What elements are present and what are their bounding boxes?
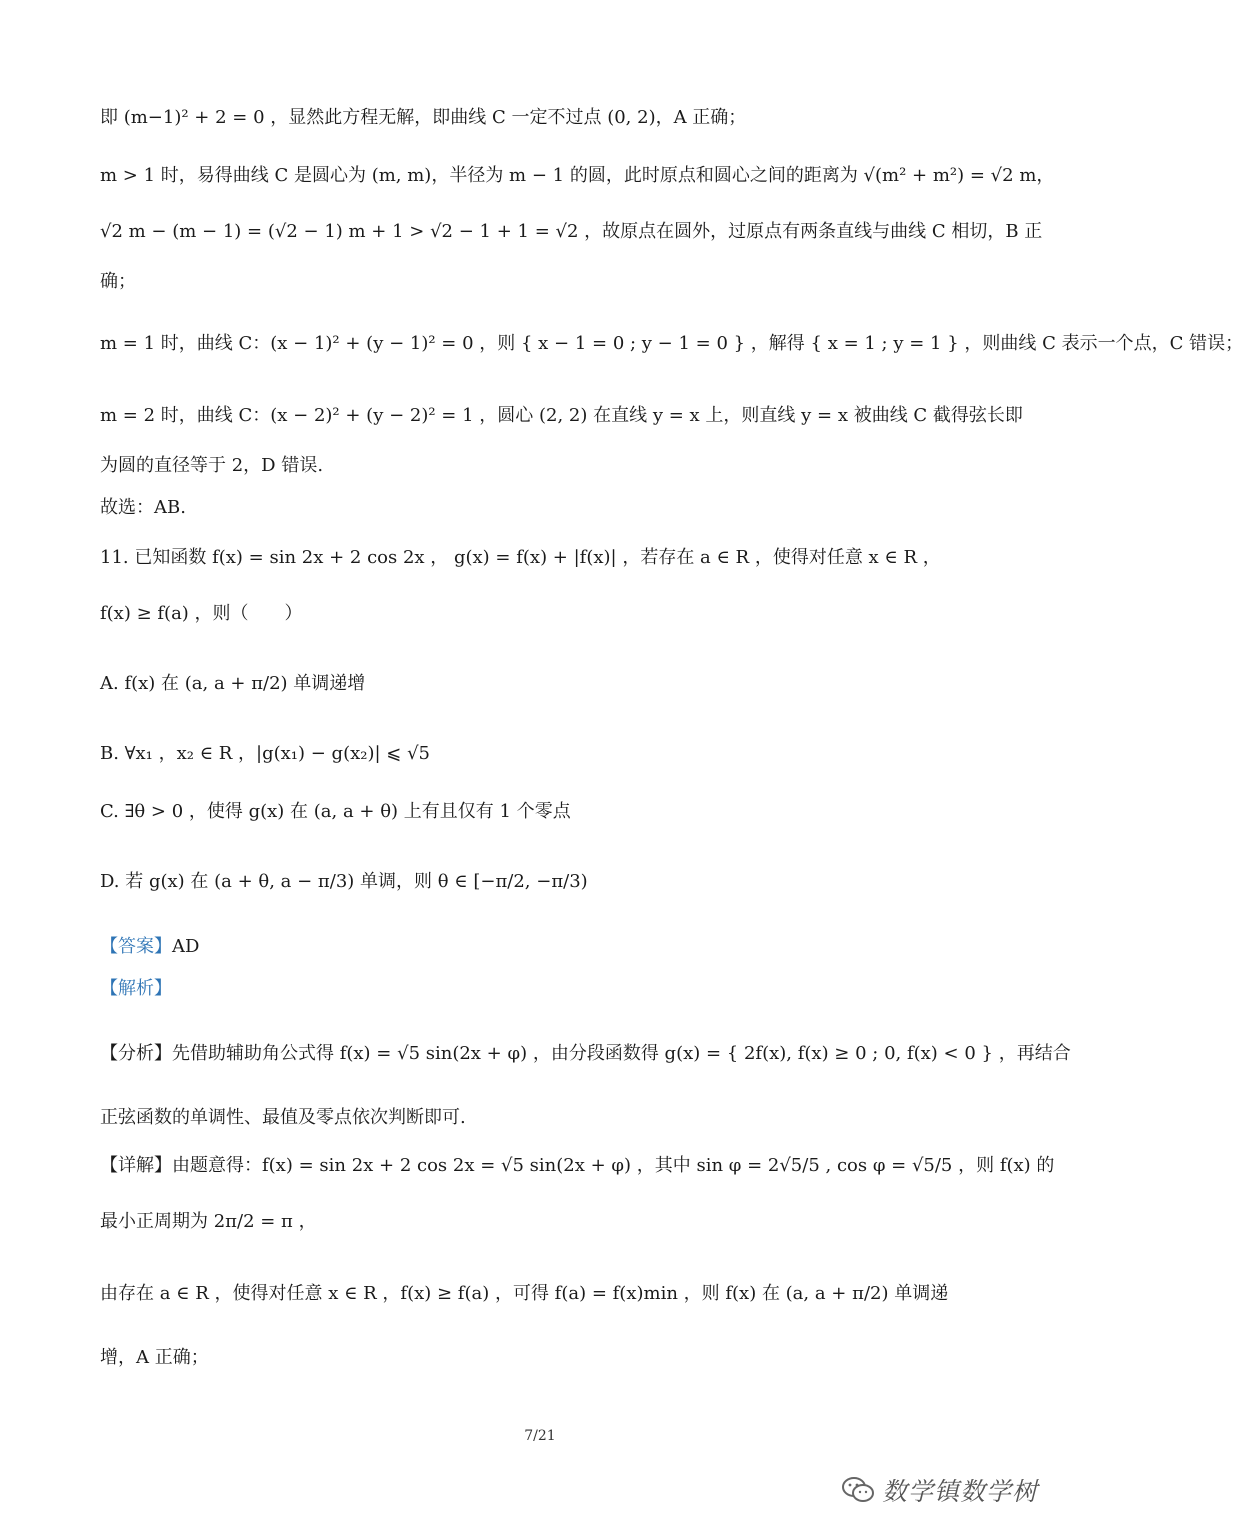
option-d: D. 若 g(x) 在 (a + θ, a − π/3) 单调，则 θ ∈ [−π/2, −π/3) [100,871,588,892]
xiangjie-line-2: 最小正周期为 2π/2 = π ， [100,1211,317,1232]
watermark [840,1470,1038,1510]
fenxi-line-1 [100,1040,1071,1068]
answer-tag: 【答案】 [100,936,172,957]
fenxi-text-1: 先借助辅助角公式得 f(x) = √5 sin(2x + φ) ，由分段函数得 g(x) = { 2f(x), f(x) ≥ 0 ; 0, f(x) < 0 } ，再结合 [172,1043,1071,1064]
answer-line [100,933,199,961]
watermark-text: 数学镇数学树 [882,1477,1039,1506]
xiangjie-line-3: 由存在 a ∈ R ，使得对任意 x ∈ R ，f(x) ≥ f(a) ，可得 f(a) = f(x)min ，则 f(x) 在 (a, a + π/2) 单调递 [100,1283,949,1304]
xiangjie-text-1: 由题意得：f(x) = sin 2x + 2 cos 2x = √5 sin(2x + φ) ，其中 sin φ = 2√5/5 , cos φ = √5/5 ，则 f(x) 的 [172,1155,1055,1176]
option-b: B. ∀x₁ ，x₂ ∈ R ，|g(x₁) − g(x₂)| ⩽ √5 [100,743,431,764]
text-line-4: 确； [100,271,136,292]
question-11-stem: 11. 已知函数 f(x) = sin 2x + 2 cos 2x ， g(x) = f(x) + |f(x)| ，若存在 a ∈ R ，使得对任意 x ∈ R ， [100,547,941,568]
wechat-icon [840,1475,876,1505]
fenxi-line-2: 正弦函数的单调性、最值及零点依次判断即可. [100,1107,466,1128]
text-line-7: 为圆的直径等于 2，D 错误. [100,455,324,476]
text-line-5: m = 1 时，曲线 C：(x − 1)² + (y − 1)² = 0 ，则 { x − 1 = 0 ; y − 1 = 0 } ，解得 { x = 1 ; y = 1 } ，则曲线 C 表示一个点，C 错误； [100,333,1243,354]
answer-text: AD [172,936,200,957]
question-11-stem-cont: f(x) ≥ f(a) ，则（ ） [100,603,303,624]
xiangjie-line-1 [100,1152,1054,1180]
xiangjie-line-4: 增，A 正确； [100,1347,209,1368]
option-c: C. ∃θ > 0 ，使得 g(x) 在 (a, a + θ) 上有且仅有 1 个零点 [100,801,571,822]
xiangjie-tag: 【详解】 [100,1155,172,1176]
analysis-tag: 【解析】 [100,978,172,999]
text-line-1: 即 (m−1)² + 2 = 0 ，显然此方程无解，即曲线 C 一定不过点 (0, 2)，A 正确； [100,107,747,128]
text-line-3: √2 m − (m − 1) = (√2 − 1) m + 1 > √2 − 1 + 1 = √2 ，故原点在圆外，过原点有两条直线与曲线 C 相切，B 正 [100,221,1043,242]
fenxi-tag: 【分析】 [100,1043,172,1064]
option-a: A. f(x) 在 (a, a + π/2) 单调递增 [100,673,366,694]
text-line-6: m = 2 时，曲线 C：(x − 2)² + (y − 2)² = 1 ，圆心 (2, 2) 在直线 y = x 上，则直线 y = x 被曲线 C 截得弦长即 [100,405,1023,426]
text-line-2: m > 1 时，易得曲线 C 是圆心为 (m, m)，半径为 m − 1 的圆，此时原点和圆心之间的距离为 √(m² + m²) = √2 m， [100,165,1055,186]
text-line-8: 故选：AB. [100,497,186,518]
page-number: 7/21 [524,1428,556,1444]
